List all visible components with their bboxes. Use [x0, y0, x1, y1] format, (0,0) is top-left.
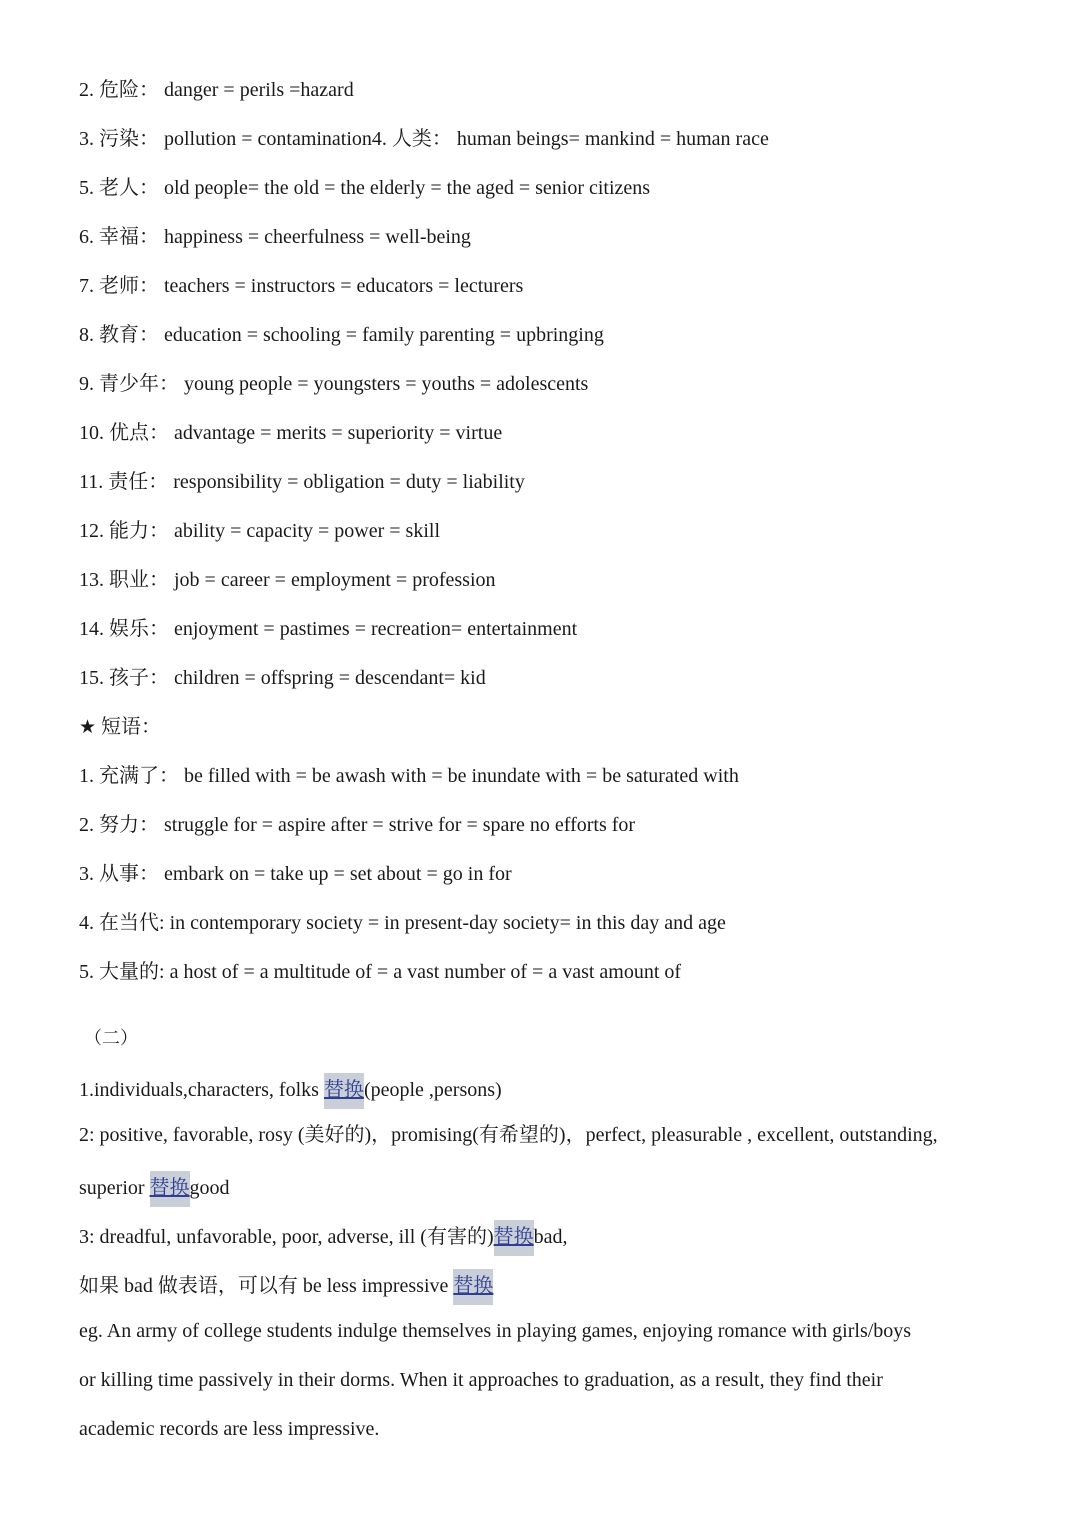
item-number: 5. [79, 961, 94, 983]
item-number: 2. [79, 79, 94, 101]
synonym-words: 3: dreadful, unfavorable, poor, adverse, ill (有害的) [79, 1226, 494, 1248]
item-english: ability = capacity = power = skill [174, 520, 440, 542]
item-english: in contemporary society = in present-day society= in this day and age [169, 912, 726, 934]
synonym-item [79, 1269, 493, 1305]
vocab-item [79, 126, 769, 152]
vocab-item [79, 665, 486, 691]
item-english: responsibility = obligation = duty = liability [173, 471, 525, 493]
item-number: 6. [79, 226, 94, 248]
example-line: academic records are less impressive. [79, 1418, 380, 1440]
item-chinese: 职业： [109, 569, 169, 591]
item-english: old people= the old = the elderly = the aged = senior citizens [164, 177, 651, 199]
synonym-item [79, 1220, 568, 1256]
item-number: 7. [79, 275, 94, 297]
item-chinese: 能力： [109, 520, 169, 542]
example-line: or killing time passively in their dorms. When it approaches to graduation, as a result, they find their [79, 1369, 883, 1391]
item-extra: 人类： human beings= mankind = human race [391, 128, 769, 150]
phrase-item [79, 861, 512, 887]
item-chinese: 老人： [99, 177, 159, 199]
synonym-words: 如果 bad 做表语，可以有 be less impressive [79, 1275, 454, 1297]
phrase-item [79, 959, 681, 985]
phrase-item [79, 763, 739, 789]
item-number: 3. [79, 863, 94, 885]
item-chinese: 从事： [99, 863, 159, 885]
item-english: pollution = contamination4. [164, 128, 387, 150]
vocab-item [79, 420, 502, 446]
phrases-heading [79, 714, 161, 740]
item-number: 13. [79, 569, 104, 591]
phrase-item [79, 910, 726, 936]
item-number: 12. [79, 520, 104, 542]
item-number: 10. [79, 422, 104, 444]
vocab-item [79, 518, 440, 544]
synonym-item [79, 1073, 502, 1109]
item-chinese: 大量的: [99, 961, 165, 983]
item-english: job = career = employment = profession [174, 569, 496, 591]
synonym-item-line [79, 1171, 230, 1207]
item-english: danger = perils =hazard [164, 79, 354, 101]
item-number: 2. [79, 814, 94, 836]
vocab-item [79, 322, 604, 348]
replace-tag: 替换 [324, 1073, 364, 1109]
item-chinese: 娱乐： [109, 618, 169, 640]
item-english: embark on = take up = set about = go in for [164, 863, 512, 885]
item-number: 14. [79, 618, 104, 640]
vocab-item [79, 273, 523, 299]
item-number: 1. [79, 765, 94, 787]
vocab-item [79, 469, 525, 495]
replaced-word: bad, [533, 1226, 568, 1248]
vocab-item [79, 77, 354, 103]
vocab-item [79, 224, 471, 250]
item-chinese: 幸福： [99, 226, 159, 248]
item-english: a host of = a multitude of = a vast number of = a vast amount of [169, 961, 682, 983]
item-chinese: 老师： [99, 275, 159, 297]
item-chinese: 责任： [108, 471, 169, 493]
item-number: 9. [79, 373, 94, 395]
vocab-item [79, 616, 577, 642]
item-number: 15. [79, 667, 104, 689]
item-english: struggle for = aspire after = strive for = spare no efforts for [164, 814, 636, 836]
item-chinese: 污染： [99, 128, 159, 150]
item-chinese: 孩子： [109, 667, 169, 689]
star-icon: ★ [79, 716, 97, 738]
replace-tag: 替换 [494, 1220, 534, 1256]
item-number: 5. [79, 177, 94, 199]
item-english: advantage = merits = superiority = virtue [174, 422, 503, 444]
synonym-item-line: 2: positive, favorable, rosy (美好的)，promising(有希望的)，perfect, pleasurable , excellent, outstanding, [79, 1124, 938, 1146]
item-english: teachers = instructors = educators = lecturers [164, 275, 524, 297]
replace-tag: 替换 [150, 1171, 190, 1207]
item-number: 4. [79, 912, 94, 934]
item-chinese: 危险： [99, 79, 159, 101]
replace-tag: 替换 [453, 1269, 493, 1305]
vocab-item [79, 175, 650, 201]
item-number: 3. [79, 128, 94, 150]
synonym-words: 1.individuals,characters, folks [79, 1079, 324, 1101]
replaced-word: good [189, 1177, 230, 1199]
vocab-item [79, 371, 588, 397]
example-line: eg. An army of college students indulge themselves in playing games, enjoying romance with girls/boys [79, 1320, 912, 1342]
item-english: young people = youngsters = youths = adolescents [184, 373, 589, 395]
item-chinese: 在当代: [99, 912, 165, 934]
phrases-heading-label: 短语： [101, 716, 162, 738]
item-chinese: 青少年： [99, 373, 179, 395]
item-english: be filled with = be awash with = be inundate with = be saturated with [184, 765, 739, 787]
item-english: children = offspring = descendant= kid [174, 667, 486, 689]
item-chinese: 优点： [109, 422, 169, 444]
synonym-words: superior [79, 1177, 150, 1199]
phrase-item [79, 812, 635, 838]
item-number: 11. [79, 471, 104, 493]
item-english: happiness = cheerfulness = well-being [164, 226, 471, 248]
replaced-word: (people ,persons) [363, 1079, 502, 1101]
item-english: education = schooling = family parenting = upbringing [164, 324, 604, 346]
item-english: enjoyment = pastimes = recreation= entertainment [174, 618, 578, 640]
item-chinese: 教育： [99, 324, 159, 346]
section-heading: （二） [84, 1028, 138, 1048]
item-chinese: 努力： [99, 814, 159, 836]
vocab-item [79, 567, 496, 593]
item-number: 8. [79, 324, 94, 346]
item-chinese: 充满了： [99, 765, 179, 787]
